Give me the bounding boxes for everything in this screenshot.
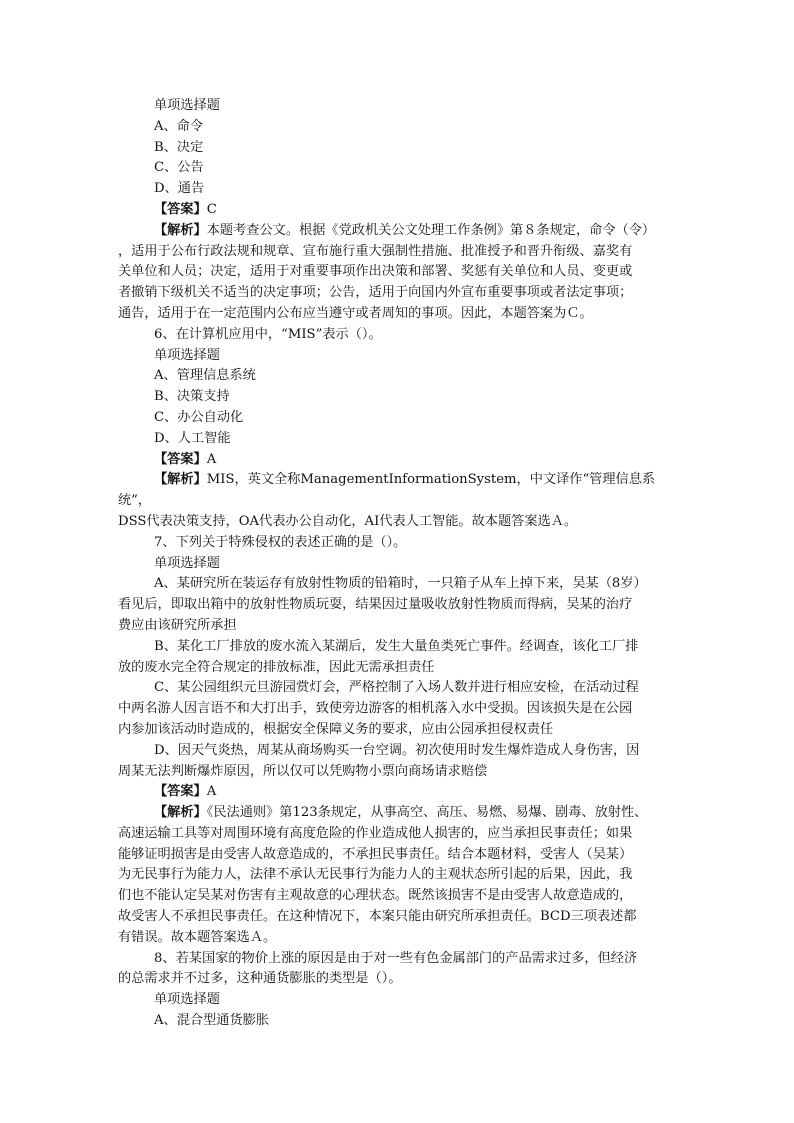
question-type-label: 单项选择题	[154, 992, 220, 1008]
analysis-tag: 【解析】	[154, 472, 207, 488]
analysis-text: MIS，英文全称ManagementInformationSystem，中文译作“管理信息系统”， DSS代表决策支持，OA代表办公自动化，AI代表人工智能。故本题答案选Ａ。	[118, 472, 656, 529]
option-a: A、混合型通货膨胀	[154, 1013, 270, 1029]
question-stem: 8、若某国家的物价上涨的原因是由于对一些有色金属部门的产品需求过多，但经济 的总需求并不过多，这种通货膨胀的类型是（）。	[118, 950, 638, 987]
question-stem: 6、在计算机应用中，“MIS”表示（）。	[154, 326, 382, 342]
analysis-tag: 【解析】	[154, 222, 207, 238]
answer-value: A	[206, 451, 217, 467]
answer-value: A	[206, 784, 217, 800]
question-type-label: 单项选择题	[154, 98, 220, 113]
option-b: B、决策支持	[154, 389, 230, 405]
answer-line	[118, 200, 684, 221]
option-b: B、决定	[154, 139, 204, 155]
answer-value: C	[206, 201, 217, 217]
answer-line	[118, 782, 684, 803]
option-a: A、管理信息系统	[154, 368, 256, 384]
option-c: C、公告	[154, 160, 204, 176]
analysis-paragraph	[118, 470, 684, 532]
document-page	[118, 96, 684, 1032]
question-type-label: 单项选择题	[154, 555, 220, 571]
answer-tag: 【答案】	[154, 201, 207, 217]
analysis-text: 《民法通则》第123条规定，从事高空、高压、易燃、易爆、剧毒、放射性、 高速运输工具等对周围环境有高度危险的作业造成他人损害的，应当承担民事责任；如果 能够证明损害是由受害人故意造成的，不承担民事责任。结合本题材料，受害人（吴某） 为无民事行为能力人，法律不承认无民事行为能力人的主观状态所引起的后果，因此，我 们也不能认定吴某对伤害有主观故意的心理状态。既然该损害不是由受害人故意造成的， 故受害人不承担民事责任。在这种情况下，本案只能由研究所承担责任。BCD三项表述都 有错误。故本题答案选Ａ。	[118, 805, 648, 945]
question-stem: 7、下列关于特殊侵权的表述正确的是（）。	[154, 534, 407, 550]
analysis-paragraph	[118, 221, 684, 325]
option-d: D、通告	[154, 181, 205, 197]
question-type-label: 单项选择题	[154, 347, 220, 363]
answer-tag: 【答案】	[154, 784, 207, 800]
analysis-paragraph	[118, 803, 684, 949]
option-d: D、人工智能	[154, 430, 231, 446]
option-c: C、某公园组织元旦游园赏灯会，严格控制了入场人数并进行相应安检，在活动过程 中两名游人因言语不和大打出手，致使旁边游客的相机落入水中受损。因该损失是在公园 内参加该活动时造成的，根据安全保障义务的要求，应由公园承担侵权责任	[118, 680, 639, 737]
option-a: A、命令	[154, 118, 204, 134]
answer-tag: 【答案】	[154, 451, 207, 467]
option-d: D、因天气炎热，周某从商场购买一台空调。初次使用时发生爆炸造成人身伤害，因 周某无法判断爆炸原因，所以仅可以凭购物小票向商场请求赔偿	[118, 742, 640, 779]
analysis-text: 本题考查公文。根据《党政机关公文处理工作条例》第８条规定，命令（令） ，适用于公布行政法规和规章、宣布施行重大强制性措施、批准授予和晋升衔级、嘉奖有 关单位和人员；决定，适用于对重要事项作出决策和部署、奖惩有关单位和人员、变更或 者撤销下级机关不适当的决定事项；公告，适用于向国内外宣布重要事项或者法定事项； 通告，适用于在一定范围内公布应当遵守或者周知的事项。因此，本题答案为Ｃ。	[118, 222, 656, 321]
analysis-tag: 【解析】	[154, 805, 207, 821]
option-c: C、办公自动化	[154, 409, 244, 425]
option-b: B、某化工厂排放的废水流入某湖后，发生大量鱼类死亡事件。经调查，该化工厂排 放的废水完全符合规定的排放标准，因此无需承担责任	[118, 638, 639, 675]
answer-line	[118, 450, 684, 471]
option-a: A、某研究所在装运存有放射性物质的铅箱时，一只箱子从车上掉下来，吴某（8岁） 看见后，即取出箱中的放射性物质玩耍，结果因过量吸收放射性物质而得病，吴某的治疗 费应由该研究所承担	[118, 576, 647, 633]
